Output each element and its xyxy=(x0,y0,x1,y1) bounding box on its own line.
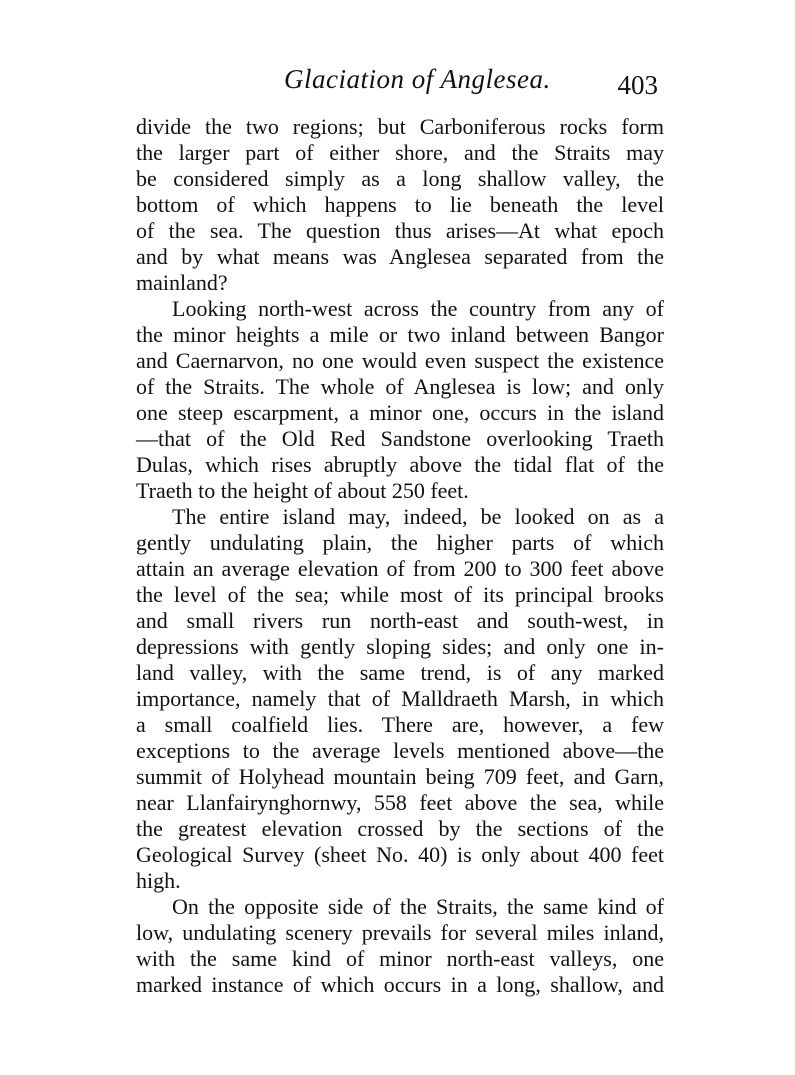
text-line: bottom of which happens to lie beneath the level xyxy=(136,192,664,217)
text-line: —that of the Old Red Sandstone overlooking Traeth xyxy=(136,426,664,451)
text-line: The entire island may, indeed, be looked on as a xyxy=(172,504,664,529)
text-line: high. xyxy=(136,868,181,893)
text-line: depressions with gently sloping sides; and only one in- xyxy=(136,634,664,659)
text-line: On the opposite side of the Straits, the same kind of xyxy=(172,894,664,919)
text-line: of the sea. The question thus arises—At what epoch xyxy=(136,218,664,243)
text-line: a small coalfield lies. There are, however, a few xyxy=(136,712,664,737)
text-line: land valley, with the same trend, is of any marked xyxy=(136,660,664,685)
text-line: and small rivers run north-east and south-west, in xyxy=(136,608,664,633)
text-line: near Llanfairynghornwy, 558 feet above the sea, while xyxy=(136,790,664,815)
text-line: divide the two regions; but Carboniferous rocks form xyxy=(136,114,664,139)
text-line: importance, namely that of Malldraeth Marsh, in which xyxy=(136,686,664,711)
text-line: Traeth to the height of about 250 feet. xyxy=(136,478,469,503)
text-line: Looking north-west across the country from any of xyxy=(172,296,664,321)
text-line: Geological Survey (sheet No. 40) is only about 400 feet xyxy=(136,842,664,867)
text-line: be considered simply as a long shallow valley, the xyxy=(136,166,664,191)
text-line: low, undulating scenery prevails for several miles inland, xyxy=(136,920,664,945)
text-line: with the same kind of minor north-east valleys, one xyxy=(136,946,664,971)
text-line: mainland? xyxy=(136,270,228,295)
text-line: exceptions to the average levels mentioned above—the xyxy=(136,738,664,763)
text-line: the level of the sea; while most of its principal brooks xyxy=(136,582,664,607)
paragraph xyxy=(136,504,664,894)
body-text xyxy=(136,114,664,998)
text-line: attain an average elevation of from 200 to 300 feet above xyxy=(136,556,664,581)
running-head xyxy=(136,64,664,108)
text-line: the minor heights a mile or two inland between Bangor xyxy=(136,322,664,347)
text-line: summit of Holyhead mountain being 709 feet, and Garn, xyxy=(136,764,664,789)
text-line: gently undulating plain, the higher parts of which xyxy=(136,530,664,555)
text-line: and by what means was Anglesea separated from the xyxy=(136,244,664,269)
paragraph xyxy=(136,296,664,504)
text-line: the greatest elevation crossed by the sections of the xyxy=(136,816,664,841)
paragraph xyxy=(136,114,664,296)
text-line: the larger part of either shore, and the Straits may xyxy=(136,140,664,165)
page-number: 403 xyxy=(617,70,658,100)
running-title: Glaciation of Anglesea. xyxy=(284,64,551,94)
text-line: one steep escarpment, a minor one, occurs in the island xyxy=(136,400,664,425)
text-line: marked instance of which occurs in a long, shallow, and xyxy=(136,972,664,997)
paragraph xyxy=(136,894,664,998)
text-line: and Caernarvon, no one would even suspect the existence xyxy=(136,348,664,373)
text-line: of the Straits. The whole of Anglesea is low; and only xyxy=(136,374,664,399)
text-line: Dulas, which rises abruptly above the tidal flat of the xyxy=(136,452,664,477)
